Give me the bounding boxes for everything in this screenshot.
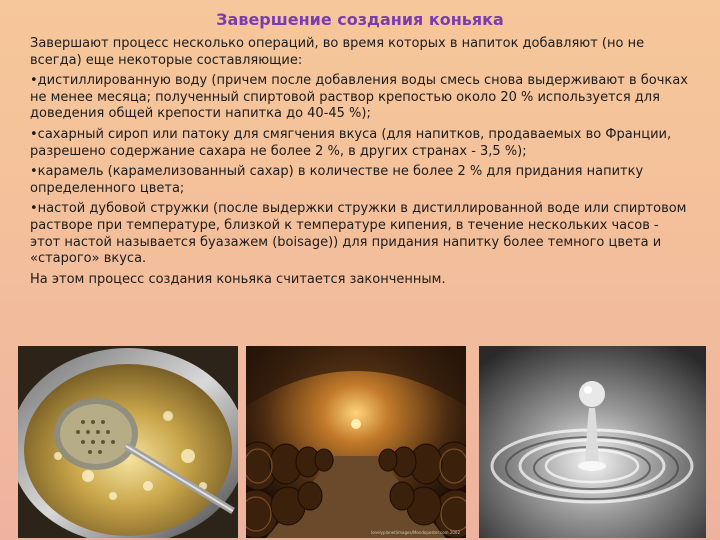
boiling-syrup-photo bbox=[18, 346, 238, 538]
paragraph-text: На этом процесс создания коньяка считается законченным. bbox=[30, 271, 446, 287]
list-item-text: сахарный сироп или патоку для смягчения вкуса (для напитков, продаваемых во Франции, разрешено содержание сахара не более 2 %, в других странах - 3,5 %); bbox=[30, 126, 672, 159]
bullet-icon: • bbox=[30, 201, 38, 217]
list-item bbox=[30, 201, 690, 267]
bullet-icon: • bbox=[30, 164, 38, 180]
paragraph-text: Завершают процесс несколько операций, во время которых в напиток добавляют (но не всегда) еще некоторые составляющие: bbox=[30, 36, 645, 68]
list-item bbox=[30, 127, 690, 160]
list-item-text: настой дубовой стружки (после выдержки стружки в дистиллированной воде или спиртовом растворе при температуре, близкой к температуре кипения, в течение нескольких часов - этот настой называется буазажем (boisage)) для придания напитку более темного цвета и «старого» вкуса. bbox=[30, 201, 687, 267]
list-item bbox=[30, 164, 690, 197]
slide-title: Завершение создания коньяка bbox=[216, 10, 504, 29]
closing-paragraph bbox=[30, 272, 690, 289]
list-item-text: дистиллированную воду (причем после добавления воды смесь снова выдерживают в бочках не менее месяца; полученный спиртовой раствор крепостью около 20 % используется для доведения общей крепости напитка до 40-45 %); bbox=[30, 73, 688, 122]
body-text bbox=[30, 36, 690, 292]
water-drop-photo bbox=[479, 346, 706, 538]
intro-paragraph bbox=[30, 36, 690, 69]
barrel-cellar-photo bbox=[246, 346, 466, 538]
bullet-icon: • bbox=[30, 126, 38, 142]
list-item-text: карамель (карамелизованный сахар) в количестве не более 2 % для придания напитку определенного цвета; bbox=[30, 164, 644, 196]
list-item bbox=[30, 73, 690, 123]
bullet-icon: • bbox=[30, 73, 38, 89]
photo-credit: lonelyplanet/images/Mondoposter.com.2002 bbox=[371, 530, 460, 535]
